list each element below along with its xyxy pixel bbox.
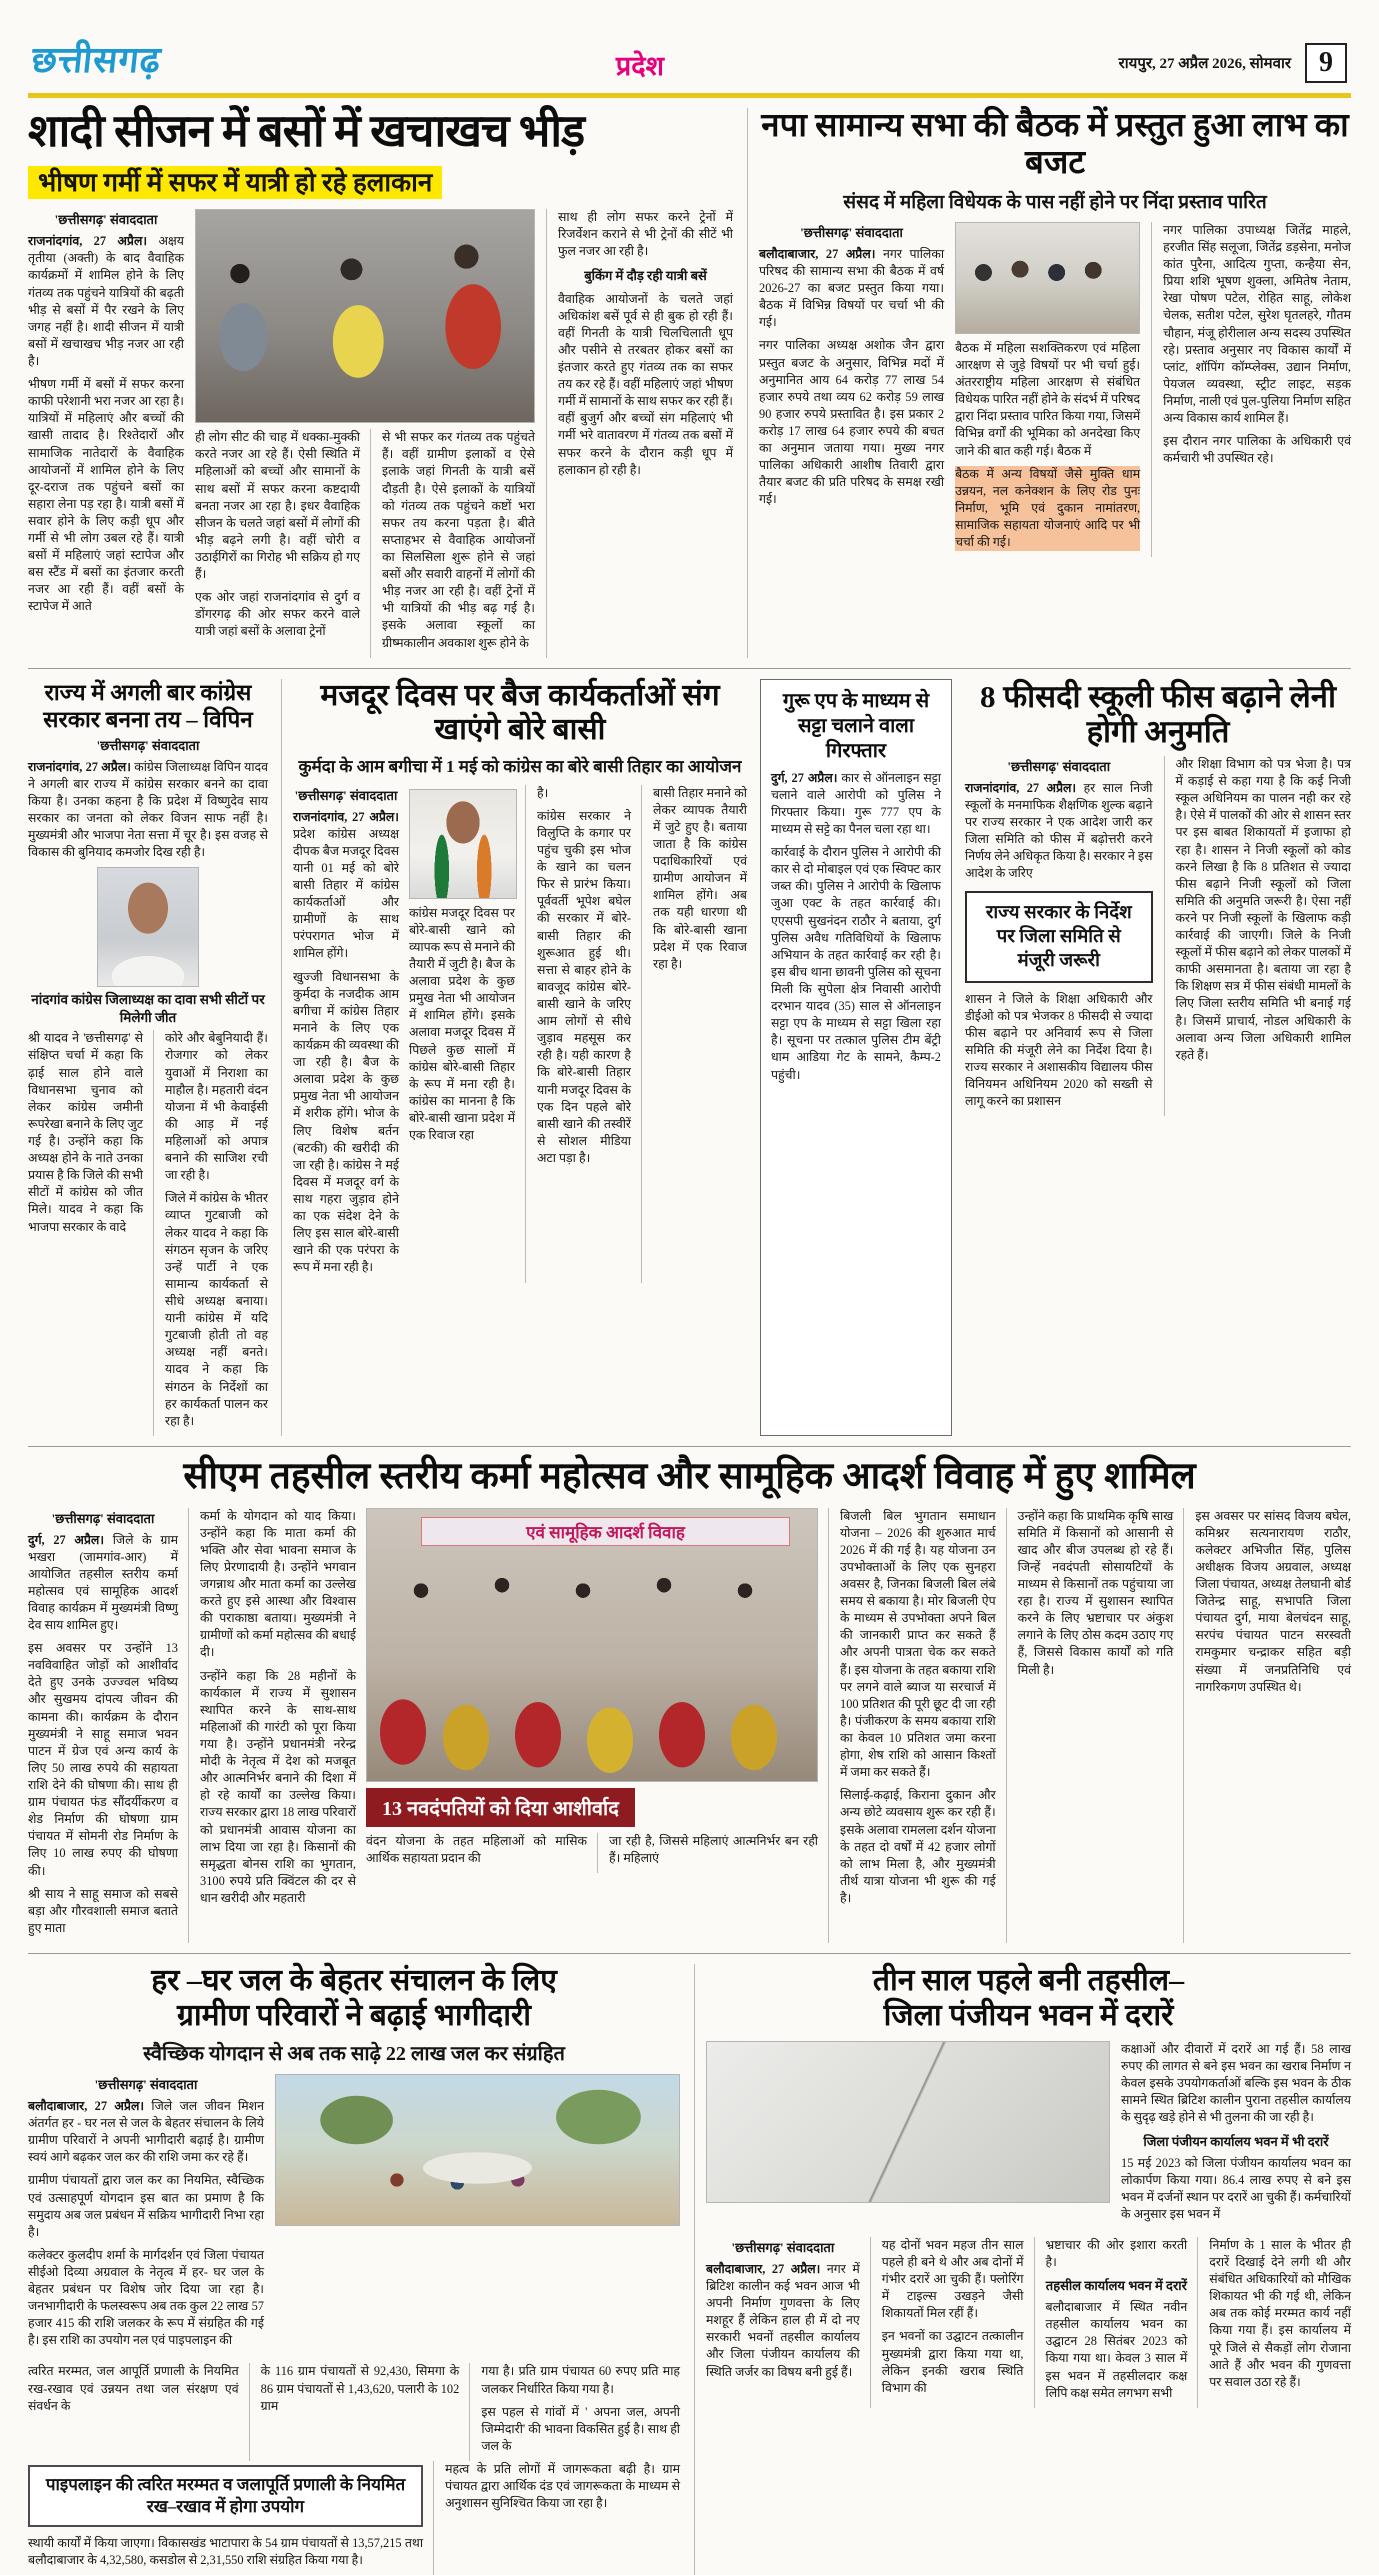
article-body: [759, 222, 1351, 557]
body-column: [525, 785, 631, 1283]
lead-paragraph: बलौदाबाजार, 27 अप्रैल। जिले जल जीवन मिशन अंतर्गत हर - घर नल से जल के बेहतर संचालन के लिये ग्रामीण परिवारों ने अपनी भागीदारी बढ़ाई है। ग्रामीण स्वयं आगे बढ़कर जल कर की राशि जमा कर रहे हैं।: [28, 2098, 264, 2165]
body-column: [706, 2237, 860, 2408]
body-paragraph: कर्मा के योगदान को याद किया। उन्होंने कहा कि माता कर्मा की भक्ति और सेवा भावना समाज के लिए प्रेरणादायी है। उन्होंने भगवान जगन्नाथ और माता कर्मा का उल्लेख करते हुए इसे आस्था और विश्वास की पराकाष्ठा बताया। मुख्यमंत्री ने ग्रामीणों को कर्मा महोत्सव की बधाई दी।: [200, 1508, 356, 1660]
bottom-row: [28, 1964, 1351, 2575]
body-paragraph: कक्षाओं और दीवारों में दरारें आ गई हैं। 58 लाख रुपए की लागत से बने इस भवन का खराब निर्माण न केवल इसके उपयोगकर्ताओं बल्कि इस भवन के ठीक सामने स्थित ब्रिटिश कालीन पुराना तहसील कार्यालय के सुदृढ़ खड़े होने से भी तुलना की जा रही है।: [1121, 2042, 1351, 2125]
body-paragraph: स्थायी कार्यों में किया जाएगा। विकासखंड भाटापारा के 54 ग्राम पंचायतों से 13,57,215 तथा बलौदाबाजार के 4,32,580, कसडोल से 2,31,550 राशि संग्रहित किया गया है।: [28, 2536, 424, 2568]
body-paragraph: वंदन योजना के तहत महिलाओं को मासिक आर्थिक सहायता प्रदान की: [366, 1833, 587, 1865]
column-text: [28, 2172, 264, 2349]
body-paragraph: सिलाई-कढ़ाई, किराना दुकान और अन्य छोटे व्यवसाय शुरू कर रही हैं। इसके अलावा रामलला दर्शन योजना के तहत दो वर्षों में 42 हजार लोगों को लाभ मिला है, और मुख्यमंत्री तीर्थ यात्रा योजना भी शुरू की गई है।: [840, 1788, 996, 1905]
page-number: 9: [1305, 43, 1347, 83]
headline: गुरू एप के माध्यम से सट्टा चलाने वाला गिरफ्तार: [782, 689, 930, 762]
article-school-fee-hike-permission: [965, 679, 1351, 1436]
body-column: [188, 1508, 356, 1943]
headline: मजदूर दिवस पर बैज कार्यकर्ताओं संग खाएंगे बोरे बासी: [320, 678, 720, 747]
article-body: [28, 209, 733, 657]
photo-caption-band: 13 नवदंपतियों को दिया आशीर्वाद: [366, 1788, 635, 1827]
body-column: [1034, 2237, 1188, 2408]
article-congress-vipin-claim: [28, 679, 268, 1436]
body-paragraph: से भी सफर कर गंतव्य तक पहुंचते हैं। वहीं ग्रामीण इलाकों व ऐसे इलाके जहां गिनती के यात्री बसें दौड़ती है। ऐसे इलाकों के यात्रियों को गंतव्य तक पहुंचने कष्टों भरा सफर तय करना पड़ता है। बीते सप्ताहभर से वैवाहिक आयोजनों का सिलसिला शुरू होने से जहां बसों और सवारी वाहनों में लोगों की भीड़ नजर आ रही है। वहीं ट्रेनों में भी यात्रियों की भीड़ बढ़ गई है। इसके अलावा स्कूलों का ग्रीष्मकालीन अवकाश शुरू होने के: [382, 430, 535, 650]
section-divider: [28, 668, 1351, 669]
body-paragraph: निर्माण के 1 साल के भीतर ही दरारें दिखाई देने लगी थी और संबंधित अधिकारियों को मौखिक शिकायत भी की गई थी, लेकिन अब तक कोई मरम्मत कार्य नहीं किया गया हैं। इस कार्यालय में पूरे जिले से सैकड़ों लोग रोजाना आते हैं और भवन की गुणवत्ता पर सवाल उठा रहे हैं।: [1209, 2237, 1351, 2389]
body-paragraph: जा रही है, जिससे महिलाएं आत्मनिर्भर बन रही हैं। महिलाएं: [609, 1833, 818, 1865]
body-paragraph: कलेक्टर कुलदीप शर्मा के मार्गदर्शन एवं जिला पंचायत सीईओ दिव्या अग्रवाल के नेतृत्व में हर- घर जल के बेहतर प्रबंधन पर विशेष जोर दिया जा रहा है। जनभागीदारी के फलस्वरूप अब तक कुल 22 लाख 57 हजार 415 की राशि जलकर के रूप में संग्रहित की गई है। इस राशि का उपयोग नल एवं पाइपलाइन की: [28, 2247, 264, 2348]
article-tehsil-registry-building-cracks: [694, 1964, 1351, 2575]
headline-line2: जिला पंजीयन भवन में दरारें: [883, 1998, 1174, 2032]
headline: राज्य में अगली बार कांग्रेस सरकार बनना तय – विपिन: [43, 679, 253, 732]
column-text: [1121, 2155, 1351, 2223]
column-text: [771, 844, 941, 1084]
body-paragraph: एक ओर जहां राजनांदगांव से दुर्ग व डोंगरगढ़ की ओर सफर करने वाले यात्री जहां बसों के अलावा ट्रेनों: [195, 590, 360, 639]
wedding-photo-stack: [366, 1508, 818, 1943]
dateline: बलौदाबाजार, 27 अप्रैल।: [28, 2098, 145, 2113]
body-column: [28, 2074, 264, 2355]
dateline: राजनांदगांव, 27 अप्रैल।: [28, 759, 131, 774]
body-paragraph: 15 मई 2023 को जिला पंजीयन कार्यालय भवन का लोकार्पण किया गया। 86.4 लाख रुपए से बने इस भवन में दर्जनों स्थान पर दरारें आ चुकी हैं। कर्मचारियों के अनुसार इस भवन में: [1121, 2155, 1351, 2221]
column-text: [759, 337, 944, 508]
headline: शादी सीजन में बसों में खचाखच भीड़: [28, 106, 585, 156]
article-body: [28, 1508, 1351, 1943]
body-column: [28, 1030, 143, 1436]
body-paragraph: बासी तिहार मनाने को लेकर व्यापक तैयारी में जुटे हुए है। बताया जाता है कि कांग्रेस पदाधिकारियों एवं ग्रामीण आयोजन में शामिल होंगे। अब तक यही धारणा थी कि बोरे-बासी खाना प्रदेश में एक रिवाज रहा है।: [653, 785, 747, 971]
body-column: [153, 1030, 268, 1436]
body-paragraph: वैवाहिक आयोजनों के चलते जहां अधिकांश बसें पूर्व से ही बुक हो रही हैं। वहीं गिनती के यात्री चिलचिलाती धूप और पसीने से तरबतर होकर बसों का इंतजार करते हुए गंतव्य तक का सफर तय कर रहे हैं। वहीं महिलाएं जहां भीषण गर्मी में सामानों के साथ सफर कर रही हैं। वहीं बुजुर्ग और बच्चों संग महिलाएं भी गर्मी भरे वातावरण में गंतव्य तक बसों में सफर करने के दौरान कड़ी धूप में हलाकान हो रही है।: [558, 291, 733, 477]
body-column: [433, 2461, 680, 2575]
vipin-yadav-portrait-photo: [97, 867, 199, 987]
body-column: [409, 785, 515, 1283]
body-column: [1121, 2041, 1351, 2229]
subheadline: स्वैच्छिक योगदान से अब तक साढ़े 22 लाख जल कर संग्रहित: [143, 2043, 565, 2066]
body-paragraph: बिजली बिल भुगतान समाधान योजना – 2026 की शुरुआत मार्च 2026 में की गई है। यह योजना उन उपभोक्ताओं के लिए एक सुनहरा अवसर है, जिनका बिजली बिल लंबे समय से बकाया है। मोर बिजली ऐप के माध्यम से उपभोक्ता अपने बिल की जानकारी प्राप्त कर सकते हैं और अपनी पात्रता चेक कर सकते हैं। इस योजना के तहत बकाया राशि पर लगने वाले ब्याज या सरचार्ज में 100 प्रतिशत की पूरी छूट दी जा रही है। पंजीकरण के समय बकाया राशि का केवल 10 प्रतिशत जमा करना होगा, शेष राशि को आसान किश्तों में जमा कर सकते हैं।: [840, 1508, 996, 1780]
lead-paragraph: दुर्ग, 27 अप्रैल। जिले के ग्राम भखरा (जामगांव-आर) में आयोजित तहसील स्तरीय कर्मा महोत्सव एवं सामूहिक आदर्श विवाह कार्यक्रम में मुख्यमंत्री विष्णु देव साय शामिल हुए।: [28, 1532, 178, 1633]
body-column: [28, 209, 184, 657]
cracked-wall-photo: [706, 2041, 1110, 2203]
lead-paragraph: दुर्ग, 27 अप्रैल। कार से ऑनलाइन सट्टा चलाने वाले आरोपी को पुलिस ने गिरफ्तार किया। गुरू 777 एप के माध्यम से सट्टे का पैनल चला रहा था।: [771, 770, 941, 836]
dateline: दुर्ग, 27 अप्रैल।: [28, 1532, 105, 1547]
body-column: [293, 785, 399, 1283]
deepak-baij-portrait-photo: [409, 789, 517, 899]
byline: 'छत्तीसगढ़' संवाददाता: [294, 787, 398, 803]
body-paragraph: कांग्रेस सरकार ने विलुप्ति के कगार पर पहुंच चुकी इस भोज के खाने का चलन फिर से प्रारंभ किया। पूर्ववर्ती भूपेश बघेल की सरकार में बोरे-बासी तिहार की शुरूआत हुई थी। सत्ता से बाहर होने के बावजूद कांग्रेस बोरे-बासी खाने के जरिए आम लोगों से सीधे जुड़ाव महसूस कर रही है। यही कारण है कि बोरे-बासी तिहार यानी मजदूर दिवस के एक दिन पहले बोरे बासी खाने की तस्वीरें से सोशल मीडिया अटा पड़ा है।: [537, 808, 631, 1165]
article-body: [28, 2074, 680, 2355]
section-title: प्रदेश: [615, 51, 664, 81]
body-column: [28, 2363, 239, 2461]
column-text: [558, 291, 733, 479]
dateline: राजनांदगांव, 27 अप्रैल।: [965, 780, 1077, 795]
column-text: [955, 340, 1140, 460]
article-wedding-season-bus-crowd: [28, 108, 733, 658]
body-paragraph: है।: [537, 785, 549, 800]
body-column: [1006, 1508, 1174, 1943]
body-column: [870, 2237, 1024, 2408]
body-paragraph: शासन ने जिले के शिक्षा अधिकारी और डीईओ को पत्र भेजकर 8 फीसदी से ज्यादा फीस बढ़ाने पर अनिवार्य रूप से जिला समिति की मंजूरी लेने का निर्देश दिया है। राज्य सरकार ने अशासकीय विद्यालय फीस विनियमन अधिनियम 2020 को सख्ती से लागू करने का प्रशासन: [965, 991, 1153, 1109]
body-paragraph: इन भवनों का उद्घाटन तत्कालीन मुख्यमंत्री द्वारा किया गया था, लेकिन इनकी खराब स्थिति विभाग की: [881, 2329, 1024, 2395]
body-column: [597, 1833, 818, 1873]
body-paragraph: उन्होंने कहा कि 28 महीनों के कार्यकाल में राज्य में सुशासन स्थापित करने के साथ-साथ महिलाओं की गारंटी को पूरा किया गया है। उन्होंने प्रधानमंत्री नरेन्द्र मोदी के नेतृत्व में देश को मजबूत और आत्मनिर्भर बनाने की दिशा में हो रहे कार्यों का उल्लेख किया। राज्य सरकार द्वारा 18 लाख परिवारों को प्रधानमंत्री आवास योजना का लाभ दिया जा रहा है। किसानों की समृद्धता बोनस राशि का भुगतान, 3100 रुपये प्रति क्विंटल की दर से धान खरीदी और महतारी: [200, 1668, 356, 1905]
body-column: [1183, 1508, 1351, 1943]
body-column: [546, 209, 733, 657]
column-text: [1046, 2299, 1188, 2402]
article-guru-app-betting-arrest: [760, 679, 952, 1436]
body-paragraph: नगर पालिका अध्यक्ष अशोक जैन द्वारा प्रस्तुत बजट के अनुसार, विभिन्न मदों में अनुमानित आय 64 करोड़ 77 लाख 54 हजार रुपये तथा व्यय 62 करोड़ 59 लाख 90 हजार रुपये प्रस्तावित है। इस प्रकार 2 करोड़ 17 लाख 64 हजार रुपये की बचत का अनुमान जताया गया। मुख्य नगर पालिका अधिकारी आशीष तिवारी द्वारा तैयार बजट की प्रति परिषद के समक्ष रखी गई।: [759, 338, 945, 507]
body-paragraph: त्वरित मरम्मत, जल आपूर्ति प्रणाली के नियमित रख-रखाव एवं उन्नयन तथा जल संरक्षण एवं संवर्धन के: [28, 2364, 239, 2413]
body-paragraph: ही लोग सीट की चाह में धक्का-मुक्की करते नजर आ रहे हैं। ऐसी स्थिति में महिलाओं को बच्चों और सामानों के साथ बसों में सफर करना कष्टदायी बनता नजर आ रहा है। इधर वैवाहिक सीजन के चलते जहां बसों में लोगों की भीड़ बढ़ने लगी है। वहीं चोरी व उठाईगिरों का गिरोह भी सक्रिय हो गए हैं।: [195, 430, 360, 582]
headline-line1: तीन साल पहले बनी तहसील–: [872, 1964, 1185, 1998]
inline-subheadline: बुकिंग में दौड़ रही यात्री बसें: [584, 267, 707, 283]
body-column: [965, 756, 1153, 1117]
body-column: [759, 222, 944, 557]
body-column: [828, 1508, 996, 1943]
body-paragraph: गया है। प्रति ग्राम पंचायत 60 रुपए प्रति माह जलकर निर्धारित किया गया है।: [481, 2364, 680, 2396]
body-paragraph: इस अवसर पर उन्होंने 13 नवविवाहित जोड़ों को आशीर्वाद देते हुए उनके उज्ज्वल भविष्य और सुखमय दांपत्य जीवन की कामना की। कार्यक्रम के दौरान मुख्यमंत्री ने साहू समाज भवन पाटन में ग्रेज एवं अन्य कार्य के लिए 50 लाख रुपये की सहायता राशि देने की घोषणा की। साथ ही ग्राम पंचायत फंड सौंदर्यीकरण व शेड निर्माण की घोषणा ग्राम पंचायत में सोमनी रोड निर्माण के लिए 10 लाख रुपए की घोषणा की।: [28, 1641, 178, 1878]
article-body: [965, 756, 1351, 1117]
body-column: [195, 429, 360, 657]
body-paragraph: इस अवसर पर सांसद विजय बघेल, कमिश्नर सत्यनारायण राठौर, कलेक्टर अभिजीत सिंह, पुलिस अधीक्षक विजय अग्रवाल, अध्यक्ष जिला पंचायत, अध्यक्ष तेलघानी बोर्ड जितेन्द्र साहू, सभापति जिला पंचायत दुर्ग, माया बेलचंदन साहू, सरपंच पंचायत पाटन सरस्वती रामकुमार चन्द्राकर सहित बड़ी संख्या में जनप्रतिनिधि एवं नागरिकगण उपस्थित थे।: [1195, 1508, 1351, 1694]
lead-paragraph: बलौदाबाजार, 27 अप्रैल। नगर पालिका परिषद की सामान्य सभा की बैठक में वर्ष 2026-27 का बजट प्रस्तुत किया गया। बैठक में विभिन्न विषयों पर चर्चा भी की गई।: [759, 246, 945, 330]
body-column: [641, 785, 747, 1283]
crowded-bus-photo: [195, 209, 535, 423]
article-cm-karma-mahotsav-mass-wedding: [28, 1457, 1351, 1943]
column-text: [965, 991, 1153, 1111]
byline: 'छत्तीसगढ़' संवाददाता: [800, 224, 903, 240]
body-column: [1151, 222, 1351, 557]
masthead: [28, 0, 1351, 93]
middle-row: [28, 679, 1351, 1436]
body-paragraph: साथ ही लोग सफर करने ट्रेनों में रिजर्वेशन कराने से भी ट्रेनों की सीटें भी फुल नजर आ रही है।: [558, 210, 733, 259]
column-text: [28, 1640, 178, 1937]
body-column: [469, 2363, 680, 2461]
column-text: [1121, 2041, 1351, 2127]
photo-caption: नांदगांव कांग्रेस जिलाध्यक्ष का दावा सभी सीटों पर मिलेगी जीत: [31, 992, 265, 1025]
body-paragraph: यह दोनों भवन महज तीन साल पहले ही बने थे और अब दोनों में गंभीर दरारें आ चुकी हैं। फ्लोरिंग में टाइल्स उखड़ने जैसी शिकायतों मिल रहीं हैं।: [881, 2237, 1024, 2321]
body-paragraph: भीषण गर्मी में बसों में सफर करना काफी परेशानी भरा नजर आ रहा है। यात्रियों में महिलाएं और बच्चों की खासी तादाद है। रिश्तेदारों और सामाजिक नातेदारों के वैवाहिक आयोजनों में शामिल होने के लिए दूर-दराज तक पहुंचने बसों का सहारा लेना पड़ रहा है। यात्री बसों में सवार होने के लिए कड़ी धूप और गर्मी से भी लोग उबल रहे हैं। यात्री बसों में महिलाएं जहां स्टापेज और बस स्टैंड में बसों का इंतजार करती नजर आ रही हैं। वहीं बसों के स्टापेज में आते: [28, 377, 184, 614]
body-paragraph: श्री साय ने साहू समाज को सबसे बड़ा और गौरवशाली समाज बताते हुए माता: [28, 1886, 178, 1935]
body-paragraph: इस दौरान नगर पालिका के अधिकारी एवं कर्मचारी भी उपस्थित रहे।: [1163, 434, 1351, 466]
section-divider: [28, 1953, 1351, 1954]
body-paragraph: और शिक्षा विभाग को पत्र भेजा है। पत्र में कड़ाई से कहा गया है कि कई निजी स्कूल अधिनियम का पालन नही कर रहे है। ऐसे में पालकों की ओर से शासन स्तर पर इस बाबत शिकायतों में इजाफा हो रहा है। शासन ने निजी स्कूलों को कोड करने लिखा है कि 8 प्रतिशत से ज्यादा फीस बढ़ाने निजी स्कूलों को जिला समिति की अनुमति जरूरी है। ऐसा नहीं करने पर निजी स्कूलों के खिलाफ कड़ी कार्रवाई की जाएगी। जिले के निजी स्कूलों में फीस बढ़ाने को लेकर पालकों में काफी असमानता है। बताया जा रहा है कि शिक्षण सत्र में फीस संबंधी मामलों के लिए जिला स्तरीय समिति भी बनाई गई है। जिसमें प्राचार्य, नोडल अधिकारी के अलावा अन्य जिला अधिकारी शामिल रहते हैं।: [1175, 756, 1351, 1062]
subheadline: कुर्मदा के आम बगीचा में 1 मई को कांग्रेस का बोरे बासी तिहार का आयोजन: [298, 756, 742, 776]
council-meeting-photo: [955, 222, 1140, 334]
article-body: [706, 2041, 1351, 2229]
lead-paragraph: राजनांदगांव, 27 अप्रैल। प्रदेश कांग्रेस अध्यक्ष दीपक बैज मजदूर दिवस यानी 01 मई को बोरे बासी तिहार में कांग्रेस कार्यकर्ताओं और ग्रामीणों के साथ परंपरागत भोज में शामिल होंगे।: [293, 809, 399, 961]
body-paragraph: कांग्रेस मजदूर दिवस पर बोरे-बासी खाने को व्यापक रूप से मनाने की तैयारी में जुटी है। बैज के अलावा प्रदेश के कुछ प्रमुख नेता भी आयोजन में शामिल होंगे। इसके अलावा मजदूर दिवस में पिछले कुछ सालों में कांग्रेस बोरे-बासी तिहार के रूप में मना रही है। कांग्रेस का मानना है कि बोरे-बासी खाना प्रदेश में एक रिवाज रहा: [409, 905, 515, 1143]
edition-dateline: रायपुर, 27 अप्रैल 2026, सोमवार: [1118, 56, 1291, 73]
headline: नपा सामान्य सभा की बैठक में प्रस्तुत हुआ लाभ का बजट: [761, 108, 1349, 181]
pull-quote-box: राज्य सरकार के निर्देश पर जिला समिति से मंजूरी जरूरी: [965, 891, 1153, 983]
byline: 'छत्तीसगढ़' संवाददाता: [96, 737, 200, 753]
article-bore-basi-labour-day: [281, 679, 747, 1436]
village-water-scheme-photo: [275, 2074, 680, 2226]
body-paragraph: कार्रवाई के दौरान पुलिस ने आरोपी की कार से दो मोबाइल एवं एक स्विफ्ट कार जब्त की। पुलिस ने आरोपी के खिलाफ जुआ एक्ट के तहत कार्रवाई की। एएसपी सुखनंदन राठौर ने बताया, दुर्ग पुलिस अवैध गतिविधियों के खिलाफ अभियान के तहत कार्रवाई कर रही है। इस बीच थाना छावनी पुलिस को सूचना मिली कि सुपेला क्षेत्र निवासी आरोपी दरभान यादव (35) साल से ऑनलाइन सट्टा एप के माध्यम से सट्टा खिला रहा है। सूचना पर तत्काल पुलिस टीम बेंट्री धाम आडिया गेट के सामने, कैम्प-2 पहुंची।: [771, 845, 941, 1082]
lead-paragraph: राजनांदगांव, 27 अप्रैल। कांग्रेस जिलाध्यक्ष विपिन यादव ने अगली बार राज्य में कांग्रेस सरकार बनने का दावा किया है। उनका कहना है कि प्रदेश में विष्णुदेव साय सरकार का जनता को लेकर विजन साफ नहीं है। मुख्यमंत्री और भाजपा नेता सत्ता में चूर है। इस वजह से विकास की बुनियाद कमजोर दिख रही है।: [28, 759, 268, 860]
byline: 'छत्तीसगढ़' संवाददाता: [51, 1510, 155, 1526]
body-paragraph: बलौदाबाजार में स्थित नवीन तहसील कार्यालय भवन का उद्घाटन 28 सितंबर 2023 को किया गया था। केवल 3 साल में इस भवन में तहसीलदार कक्ष लिपि कक्ष समेत लगभग सभी: [1045, 2300, 1188, 2400]
mass-wedding-photo: [366, 1508, 818, 1782]
dateline: राजनांदगांव, 27 अप्रैल।: [28, 234, 148, 249]
highlighted-text: बैठक में अन्य विषयों जैसे मुक्ति धाम उन्नयन, नल कनेक्शन के लिए रोड पुनः निर्माण, भूमि एवं दुकान नामांतरण, सामाजिक सहायता योजनाएं आदि पर भी चर्चा की गई।: [955, 466, 1140, 552]
dateline: बलौदाबाजार, 27 अप्रैल।: [759, 246, 876, 261]
inline-subheadline: तहसील कार्यालय भवन में दरारें: [1045, 2278, 1187, 2294]
portrait-block: [28, 867, 268, 1026]
body-column: [28, 1508, 178, 1943]
dateline: दुर्ग, 27 अप्रैल।: [771, 770, 838, 785]
body-column: [955, 222, 1140, 557]
body-paragraph: कोरे और बेबुनियादी हैं। रोजगार को लेकर युवाओं में निराशा का माहौल है। महतारी वंदन योजना में भी केवाईसी की आड़ में नई महिलाओं को अपात्र बनाने की साजिश रची जा रही है।: [165, 1031, 268, 1183]
byline: 'छत्तीसगढ़' संवाददाता: [94, 2077, 198, 2093]
byline: 'छत्तीसगढ़' संवाददाता: [54, 212, 158, 228]
body-paragraph: बैठक में महिला सशक्तिकरण एवं महिला आरक्षण से जुड़े विषयों पर भी चर्चा हुई। अंतरराष्ट्रीय महिला आरक्षण से संबंधित विधेयक पारित नहीं होने के संदर्भ में परिषद द्वारा निंदा प्रस्ताव पारित किया गया, जिसमें विभिन्न वर्गों की भूमिका को अनदेखा किए जाने की बात कही गई। बैठक में: [955, 340, 1141, 458]
section-divider: [28, 1446, 1351, 1447]
inline-subheadline: जिला पंजीयन कार्यालय भवन में भी दरारें: [1143, 2133, 1329, 2149]
body-column: [366, 1833, 587, 1873]
dateline: राजनांदगांव, 27 अप्रैल।: [293, 809, 399, 824]
body-column: [1164, 756, 1352, 1117]
column-text: [409, 905, 515, 1145]
body-column: [370, 429, 535, 657]
body-paragraph: नगर पालिका उपाध्यक्ष जितेंद्र माहले, हरजीत सिंह सलूजा, जितेंद्र डड़सेना, मनोज कांत पुरैना, आदित्य गुप्ता, कन्हैया सेन, प्रिया शशि भूषण शुक्ला, अमितेष नेताम, रेखा पोषण पटेल, रोहित साहू, लोकेश चेलक, सतीश पटेल, सुरेश घृतलहरे, गौतम चौहान, मंजू होरीलाल अन्य सदस्य उपस्थित रहे। प्रस्ताव अनुसार नए विकास कार्यों में प्लांट, शॉपिंग कॉम्प्लेक्स, उद्यान निर्माण, पेयजल व्यवस्था, स्ट्रीट लाइट, सड़क निर्माण, नाली एवं पुल-पुलिया निर्माण सहित अन्य विकास कार्य शामिल हैं।: [1163, 222, 1351, 426]
headline: 8 फीसदी स्कूली फीस बढ़ाने लेनी होगी अनुमति: [979, 678, 1337, 750]
subheadline: भीषण गर्मी में सफर में यात्री हो रहे हलाकान: [28, 163, 733, 199]
body-paragraph: इस पहल से गांवों में ' अपना जल, अपनी जिम्मेदारी' की भावना विकसित हुई है। साथ ही जल के: [481, 2404, 680, 2453]
article-jal-jeevan-mission-participation: [28, 1964, 680, 2575]
center-stack: [195, 209, 535, 657]
subheadline: संसद में महिला विधेयक के पास नहीं होने पर निंदा प्रस्ताव पारित: [843, 191, 1267, 213]
stage-banner-text: एवं सामूहिक आदर्श विवाह: [421, 1517, 790, 1546]
lead-paragraph: राजनांदगांव, 27 अप्रैल। हर साल निजी स्कूलों के मनमाफिक शैक्षणिक शुल्क बढ़ाने पर राज्य सरकार ने एक आदेश जारी कर जिला समिति को फीस में बढ़ोत्तरी करने निर्णय लेने अधिकृत किया है। सरकार ने इस आदेश के जरिए: [965, 780, 1153, 881]
body-column: [1197, 2237, 1351, 2408]
lead-paragraph: राजनांदगांव, 27 अप्रैल। अक्षय तृतीया (अक्ती) के बाद वैवाहिक कार्यक्रमों में शामिल होने के लिए गंतव्य तक पहुंचने यात्रियों की बढ़ती भीड़ से बसों में पैर रखने के लिए जगह नहीं है। शादी सीजन में यात्री बसों में खचाखच भीड़ नजर आ रही है।: [28, 234, 184, 368]
body-paragraph: उन्होंने कहा कि प्राथमिक कृषि साख समिति में किसानों को आसानी से खाद और बीज उपलब्ध हो रहे हैं। जिन्हें नवदंपती सोसायटियों के माध्यम से किसानों तक पहुंचाया जा रहा है। राज्य में सुशासन स्थापित करने के लिए भ्रष्टाचार पर अंकुश लगाने के लिए ठोस कदम उठाए गए हैं, जिससे विकास कार्यों को गति मिली है।: [1017, 1508, 1174, 1677]
top-row: [28, 108, 1351, 658]
boxed-subarticle: [28, 2461, 423, 2575]
dateline: बलौदाबाजार, 27 अप्रैल।: [706, 2261, 821, 2276]
body-paragraph: के 116 ग्राम पंचायतों से 92,430, सिमगा के 86 ग्राम पंचायतों से 1,43,620, पलारी के 102 ग्राम: [260, 2364, 460, 2413]
body-column: [28, 2535, 423, 2569]
byline: 'छत्तीसगढ़' संवाददाता: [1007, 758, 1111, 774]
body-paragraph: खुज्जी विधानसभा के कुर्मदा के नजदीक आम बगीचा में कांग्रेस तिहार मनाने के लिए एक कार्यक्रम की व्यवस्था की जा रही है। बैज के अलावा प्रदेश के कुछ प्रमुख नेता भी आयोजन में शरीक होंगे। भोज के लिए विशेष बर्तन (बटकी) की खरीदी की जा रही है। कांग्रेस ने मई दिवस में मजदूर वर्ग के साथ गहरा जुड़ाव होने का एक संदेश देने के लिए इस साल बोरे-बासी खाने की एक परंपरा के रूप में मना रही है।: [293, 969, 399, 1275]
byline: 'छत्तीसगढ़' संवाददाता: [731, 2239, 835, 2255]
sub-article-box-headline: पाइपलाइन की त्वरित मरम्मत व जलापूर्ति प्रणाली के नियमित रख–रखाव में होगा उपयोग: [28, 2465, 423, 2527]
body-paragraph: जिले में कांग्रेस के भीतर व्याप्त गुटबाजी को लेकर यादव ने कहा कि संगठन सृजन के जरिए उन्हें पार्टी ने एक सामान्य कार्यकर्ता से सीधे अध्यक्ष बनाया। यानी कांग्रेस में यदि गुटबाजी होती तो वह अध्यक्ष नहीं बनते। यादव ने कहा कि संगठन के निर्देशों का हर कार्यकर्ता पालन कर रहा है।: [165, 1191, 268, 1428]
headline-line2: ग्रामीण परिवारों ने बढ़ाई भागीदारी: [176, 1998, 532, 2032]
body-paragraph: ग्रामीण पंचायतों द्वारा जल कर का नियमित, स्वैच्छिक एवं उत्साहपूर्ण योगदान इस बात का प्रमाण है कि समुदाय अब जल प्रबंधन में सक्रिय भागीदारी निभा रहा है।: [28, 2173, 264, 2239]
newspaper-logo: छत्तीसगढ़: [29, 40, 164, 80]
body-paragraph: महत्व के प्रति लोगों में जागरूकता बढ़ी है। ग्राम पंचायत द्वारा आर्थिक दंड एवं जागरूकता के माध्यम से अनुशासन सुनिश्चित किया जा रहा है।: [445, 2462, 680, 2511]
article-body: [293, 785, 747, 1283]
masthead-rule: [28, 93, 1351, 98]
headline: सीएम तहसील स्तरीय कर्मा महोत्सव और सामूहिक आदर्श विवाह में हुए शामिल: [183, 1455, 1196, 1497]
lead-paragraph: बलौदाबाजार, 27 अप्रैल। नगर में ब्रिटिश कालीन कई भवन आज भी अपनी निर्माण गुणवत्ता के लिए मशहूर हैं लेकिन हाल ही में दो नए सरकारी भवनों तहसील कार्यालय और जिला पंजीयन कार्यालय की स्थिति जर्जर का विषय बनी हुई हैं।: [706, 2261, 860, 2379]
column-text: [558, 209, 733, 260]
body-paragraph: श्री यादव ने 'छत्तीसगढ़' से संक्षिप्त चर्चा में कहा कि ढ़ाई साल होने वाले विधानसभा चुनाव को लेकर कांग्रेस जमीनी रूपरेखा बनाने के लिए जुट गई है। उन्होंने कहा कि अध्यक्ष होने के नाते उनका प्रयास है कि जिले की सभी सीटों में कांग्रेस को जीत मिले। यादव ने कहा कि भाजपा सरकार के वादे: [28, 1031, 143, 1234]
column-text: [28, 376, 184, 616]
column-text: भ्रष्टाचार की ओर इशारा करती है।: [1045, 2237, 1188, 2270]
headline-line1: हर –घर जल के बेहतर संचालन के लिए: [151, 1964, 557, 1998]
article-municipal-budget-meeting: [747, 108, 1351, 658]
column-text: [293, 969, 399, 1277]
body-column: [249, 2363, 460, 2461]
